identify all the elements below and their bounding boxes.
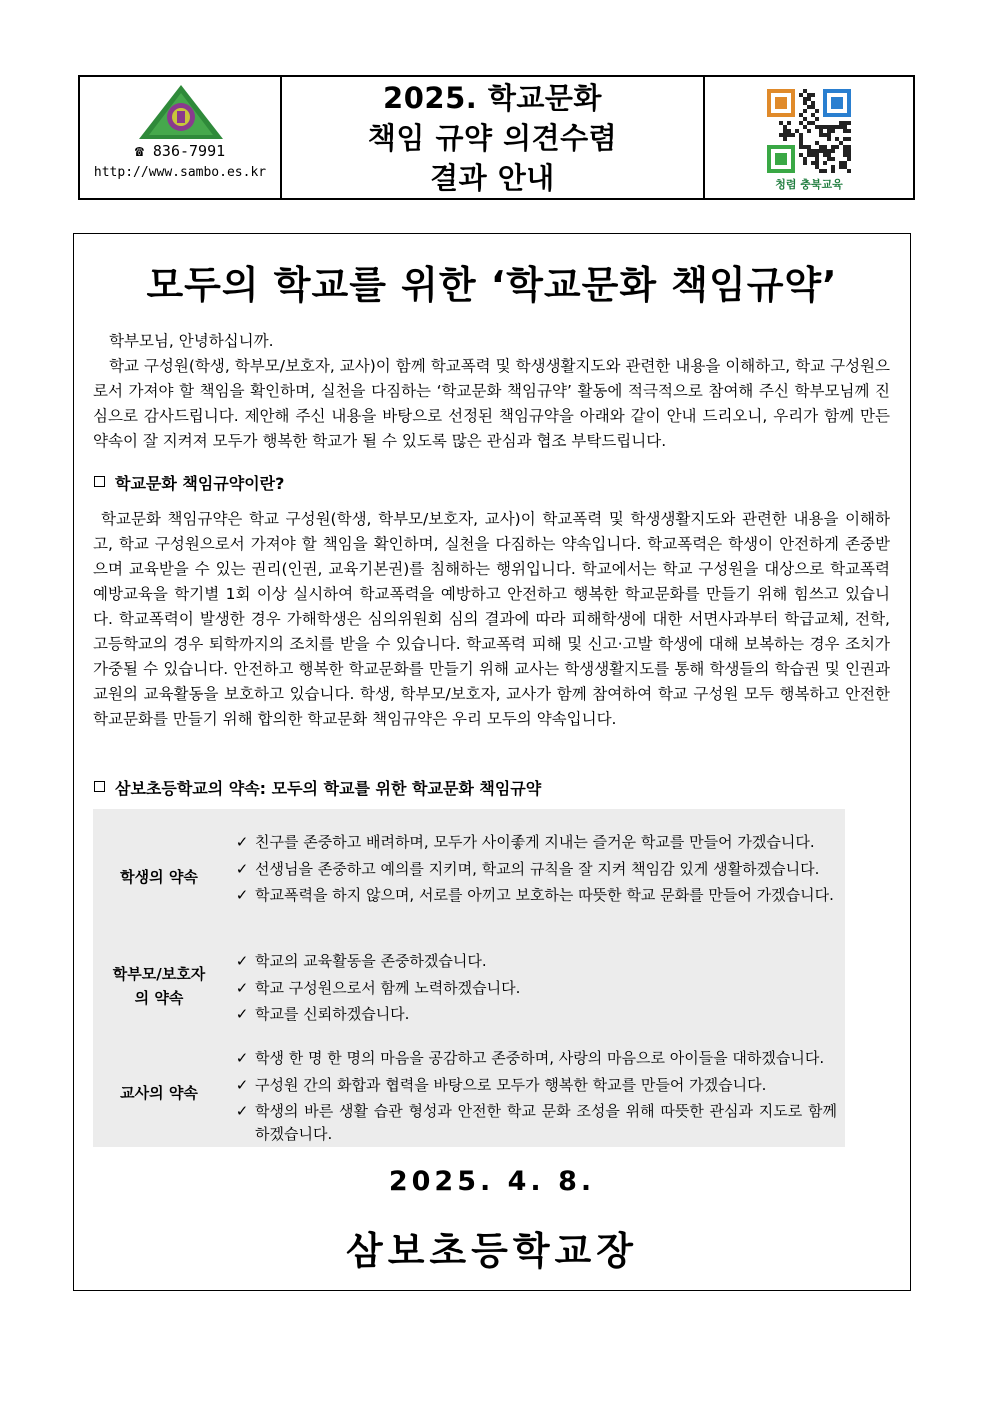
section-heading-definition — [94, 471, 284, 494]
promise-item-text: 친구를 존중하고 배려하며, 모두가 사이좋게 지내는 즐거운 학교를 만들어 가겠습니다. — [255, 833, 815, 851]
check-icon: ✓ — [235, 1075, 249, 1094]
section-heading-text: 삼보초등학교의 약속: 모두의 학교를 위한 학교문화 책임규약 — [115, 779, 542, 798]
check-icon: ✓ — [235, 1049, 249, 1067]
promise-item — [229, 858, 837, 881]
promise-label-line: 의 약속 — [134, 989, 184, 1007]
promise-label — [93, 962, 225, 1010]
qr-code-icon[interactable] — [761, 89, 857, 173]
school-logo-icon — [137, 83, 225, 141]
check-icon: ✓ — [235, 886, 249, 904]
check-icon: ✓ — [235, 859, 249, 878]
check-icon: ✓ — [235, 1102, 249, 1120]
promise-item — [229, 1047, 837, 1070]
intro-paragraph: 학교 구성원(학생, 학부모/보호자, 교사)이 함께 학교폭력 및 학생생활지도와 관련한 내용을 이해하고, 학교 구성원으로서 가져야 할 책임을 확인하며, 실천을 다짐하는 ‘학교문화 책임규약’ 활동에 적극적으로 참여해 주신 학부모님께 진심으로 감사드립니다. 제안해 주신 내용을 바탕으로 선정된 책임규약을 아래와 같이 안내 드리오니, 우리가 함께 만든 약속이 잘 지켜져 모두가 행복한 학교가 될 수 있도록 많은 관심과 협조 부탁드립니다. — [93, 357, 890, 450]
promise-item-text: 학교를 신뢰하겠습니다. — [255, 1005, 410, 1023]
qr-cell — [705, 77, 913, 198]
notice-frame — [73, 233, 911, 1291]
promise-item-text: 구성원 간의 화합과 협력을 바탕으로 모두가 행복한 학교를 만들어 가겠습니다. — [255, 1075, 767, 1094]
promise-label-line: 교사의 약속 — [120, 1084, 198, 1102]
promise-item-text: 학생의 바른 생활 습관 형성과 안전한 학교 문화 조성을 위해 따뜻한 관심과 지도로 함께하겠습니다. — [255, 1102, 837, 1143]
promise-item — [229, 977, 837, 1000]
check-icon: ✓ — [235, 952, 249, 970]
definition-paragraph: 학교문화 책임규약은 학교 구성원(학생, 학부모/보호자, 교사)이 학교폭력 및 학생생활지도와 관련한 내용을 이해하고, 학교 구성원으로서 가져야 할 책임을 확인하며, 실천을 다짐하는 약속입니다. 학교폭력은 학생이 안전하게 존중받으며 교육받을 수 있는 권리(인권, 교육기본권)를 침해하는 행위입니다. 학교에서는 학교 구성원을 대상으로 학교폭력 예방교육을 학기별 1회 이상 실시하여 학교폭력을 예방하고 안전하고 행복한 학교문화를 만들기 위해 힘쓰고 있습니다. 학교폭력이 발생한 경우 가해학생은 심의위원회 심의 결과에 따라 피해학생에 대한 서면사과부터 학급교체, 전학, 고등학교의 경우 퇴학까지의 조치를 받을 수 있습니다. 학교폭력 피해 및 신고·고발 학생에 대해 보복하는 경우 조치가 가중될 수 있습니다. 안전하고 행복한 학교문화를 만들기 위해 교사는 학생생활지도를 통해 학생들의 학습권 및 인권과 교원의 교육활동을 보호하고 있습니다. 학생, 학부모/보호자, 교사가 함께 참여하여 학교 구성원 모두 행복하고 안전한 학교문화를 만들기 위해 합의한 학교문화 책임규약은 우리 모두의 약속입니다. — [93, 510, 890, 728]
greeting: 학부모님, 안녕하십니까. — [109, 332, 274, 350]
promise-item — [229, 884, 837, 907]
issue-date: 2025. 4. 8. — [388, 1166, 596, 1197]
promise-item-text: 학교 구성원으로서 함께 노력하겠습니다. — [255, 978, 521, 997]
check-icon: ✓ — [235, 1005, 249, 1023]
principal-signature: 삼보초등학교장 — [346, 1229, 638, 1273]
check-icon: ✓ — [235, 978, 249, 997]
promise-item-text: 학교폭력을 하지 않으며, 서로를 아끼고 보호하는 따뜻한 학교 문화를 만들어 가겠습니다. — [255, 886, 834, 904]
header-table — [78, 75, 915, 200]
promise-item — [229, 1074, 837, 1097]
checkbox-bullet-icon — [94, 781, 105, 792]
section-heading-promises — [94, 776, 541, 799]
header-title-line-3: 결과 안내 — [430, 160, 555, 195]
promise-items — [229, 950, 837, 1030]
promise-label — [93, 1081, 225, 1105]
header-title-line-2: 책임 규약 의견수렴 — [367, 120, 618, 155]
promise-item — [229, 1003, 837, 1026]
promise-item — [229, 950, 837, 973]
header-title-line-1: 2025. 학교문화 — [383, 80, 602, 115]
section-heading-text: 학교문화 책임규약이란? — [115, 474, 285, 493]
promise-items — [229, 831, 837, 911]
promise-item-text: 학교의 교육활동을 존중하겠습니다. — [255, 952, 487, 970]
promise-item — [229, 1100, 837, 1145]
phone-number: ☎ 836-7991 — [134, 142, 226, 160]
promise-label-line: 학부모/보호자 — [112, 965, 206, 983]
qr-caption: 청렴 충북교육 — [775, 178, 843, 191]
checkbox-bullet-icon — [94, 476, 105, 487]
school-url[interactable]: http://www.sambo.es.kr — [93, 165, 267, 180]
promise-items — [229, 1047, 837, 1149]
promise-item — [229, 831, 837, 854]
check-icon: ✓ — [235, 833, 249, 851]
promise-label — [93, 865, 225, 889]
main-title: 모두의 학교를 위한 ‘학교문화 책임규약’ — [146, 263, 838, 307]
promise-item-text: 학생 한 명 한 명의 마음을 공감하고 존중하며, 사랑의 마음으로 아이들을 대하겠습니다. — [255, 1049, 825, 1067]
school-info-cell — [80, 77, 282, 198]
promise-item-text: 선생님을 존중하고 예의를 지키며, 학교의 규칙을 잘 지켜 책임감 있게 생활하겠습니다. — [255, 859, 820, 878]
promise-label-line: 학생의 약속 — [120, 868, 198, 886]
header-title-cell — [282, 77, 705, 198]
promise-table — [93, 809, 845, 1147]
